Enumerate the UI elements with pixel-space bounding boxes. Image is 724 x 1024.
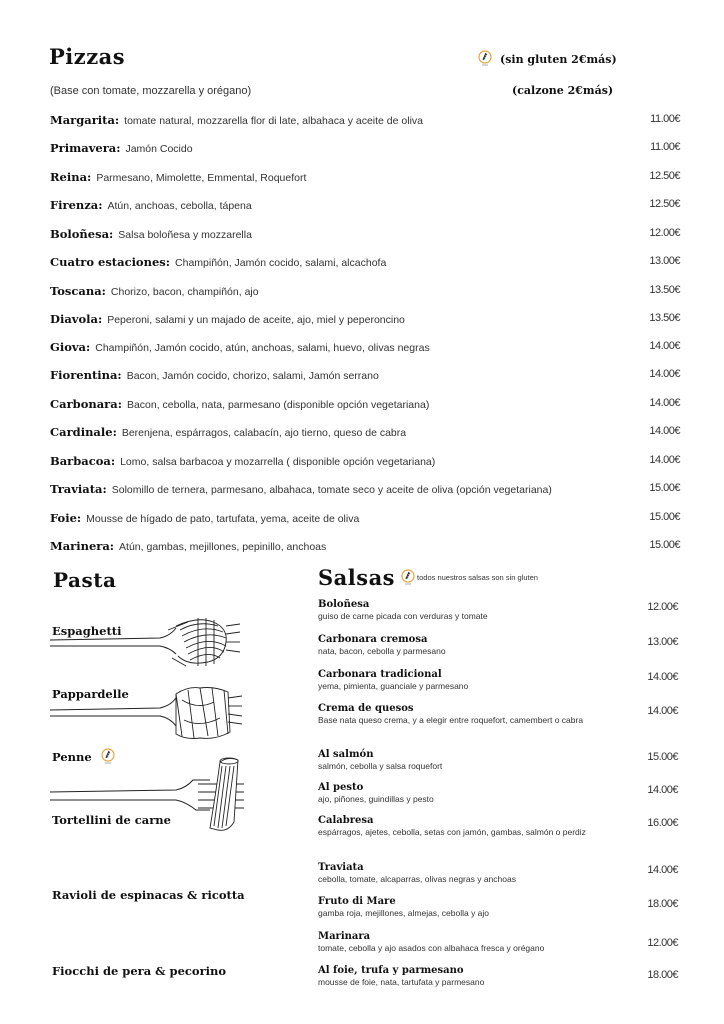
salsa-item — [318, 931, 678, 954]
pizza-name: Margarita: — [50, 113, 120, 127]
salsa-item — [318, 703, 678, 726]
pizza-desc: Solomillo de ternera, parmesano, albahaca, tomate seco y aceite de oliva (opción vegetariana) — [111, 484, 552, 496]
salsa-desc: guiso de carne picada con verduras y tomate — [318, 611, 488, 621]
salsa-desc: salmón, cebolla y salsa roquefort — [318, 761, 443, 771]
pizza-name: Carbonara: — [50, 397, 122, 411]
pizza-price: 15.00€ — [649, 511, 680, 523]
salsa-price: 13.00€ — [647, 636, 678, 648]
salsa-name: Boloñesa — [318, 599, 370, 610]
pizza-desc: Mousse de hígado de pato, tartufata, yema, aceite de oliva — [86, 513, 360, 525]
salsa-desc: tomate, cebolla y ajo asados con albahaca fresca y orégano — [318, 943, 545, 953]
salsa-desc: gamba roja, mejillones, almejas, cebolla y ajo — [318, 908, 490, 918]
salsa-price: 15.00€ — [647, 751, 678, 763]
pizza-item — [50, 397, 680, 417]
calzone-note: (calzone 2€más) — [512, 84, 614, 97]
pizza-price: 13.00€ — [649, 255, 680, 267]
pizza-name: Barbacoa: — [50, 454, 116, 468]
pasta-item-espaghetti: Espaghetti — [52, 624, 122, 638]
pizza-price: 14.00€ — [649, 340, 680, 352]
pizza-name: Fiorentina: — [50, 368, 122, 382]
pasta-item-ravioli: Ravioli de espinacas & ricotta — [52, 888, 245, 902]
pizza-desc: Lomo, salsa barbacoa y mozarrella ( disponible opción vegetariana) — [120, 456, 436, 468]
spaghetti-fork-illustration — [48, 612, 248, 670]
salsa-name: Al salmón — [318, 749, 374, 760]
salsas-header — [318, 565, 538, 590]
pizza-name: Boloñesa: — [50, 227, 114, 241]
salsa-item — [318, 634, 678, 657]
pasta-item-fiocchi: Fiocchi de pera & pecorino — [52, 964, 227, 978]
salsa-item — [318, 862, 678, 885]
salsa-price: 12.00€ — [647, 601, 678, 613]
salsa-item — [318, 815, 678, 838]
salsa-name: Marinara — [318, 931, 371, 942]
pizza-name: Reina: — [50, 170, 92, 184]
pizza-item — [50, 312, 680, 332]
salsa-item — [318, 599, 678, 622]
pizza-price: 15.00€ — [649, 539, 680, 551]
pizza-item — [50, 113, 680, 133]
salsa-item — [318, 749, 678, 772]
pizza-desc: Champiñón, Jamón cocido, atún, anchoas, salami, huevo, olivas negras — [95, 342, 430, 354]
pizza-desc: Bacon, cebolla, nata, parmesano (disponible opción vegetariana) — [126, 399, 430, 411]
pizza-desc: Champiñón, Jamón cocido, salami, alcachofa — [175, 257, 387, 269]
pizza-item — [50, 425, 680, 445]
pasta-title: Pasta — [53, 568, 117, 592]
salsa-name: Carbonara cremosa — [318, 634, 428, 645]
salsa-desc: cebolla, tomate, alcaparras, olivas negras y anchoas — [318, 874, 516, 884]
salsa-item — [318, 782, 678, 805]
salsa-price: 14.00€ — [647, 864, 678, 876]
salsa-item — [318, 896, 678, 919]
gluten-free-note — [478, 50, 617, 68]
pizza-price: 14.00€ — [649, 368, 680, 380]
salsa-item — [318, 965, 678, 988]
gluten-free-label: (sin gluten 2€más) — [500, 52, 617, 66]
pizza-item — [50, 454, 680, 474]
pizza-price: 13.50€ — [649, 284, 680, 296]
pizza-price: 15.00€ — [649, 482, 680, 494]
salsa-desc: Base nata queso crema, y a elegir entre roquefort, camembert o cabra — [318, 715, 584, 725]
base-note: (Base con tomate, mozzarella y orégano) — [50, 85, 252, 97]
pizza-desc: Peperoni, salami y un majado de aceite, ajo, miel y peperoncino — [107, 314, 405, 326]
salsa-name: Crema de quesos — [318, 703, 414, 714]
salsa-desc: mousse de foie, nata, tartufata y parmesano — [318, 977, 485, 987]
gluten-free-icon — [401, 569, 415, 587]
salsa-desc: espárragos, ajetes, cebolla, setas con jamón, gambas, salmón o perdiz — [318, 827, 586, 837]
pizza-name: Foie: — [50, 511, 82, 525]
pizza-desc: Salsa boloñesa y mozzarella — [118, 229, 252, 241]
pizza-name: Traviata: — [50, 482, 107, 496]
pizza-price: 11.00€ — [650, 113, 680, 125]
pizza-item — [50, 198, 680, 218]
pizza-item — [50, 284, 680, 304]
salsa-price: 18.00€ — [647, 898, 678, 910]
pizza-item — [50, 482, 680, 502]
salsa-desc: ajo, piñones, guindillas y pesto — [318, 794, 434, 804]
pizza-name: Cuatro estaciones: — [50, 255, 171, 269]
pasta-item-penne-row — [52, 748, 115, 766]
pizza-item — [50, 141, 680, 161]
salsa-name: Al foie, trufa y parmesano — [318, 965, 464, 976]
salsa-desc: yema, pimienta, guanciale y parmesano — [318, 681, 469, 691]
pasta-item-penne: Penne — [52, 750, 92, 764]
pizza-desc: Jamón Cocido — [125, 143, 193, 155]
salsa-price: 14.00€ — [647, 671, 678, 683]
pizza-name: Diavola: — [50, 312, 103, 326]
pizza-price: 13.50€ — [649, 312, 680, 324]
pizza-name: Firenza: — [50, 198, 103, 212]
salsa-price: 14.00€ — [647, 705, 678, 717]
pizza-item — [50, 227, 680, 247]
pizza-item — [50, 340, 680, 360]
pizza-desc: Atún, gambas, mejillones, pepinillo, anchoas — [119, 541, 327, 553]
pizza-price: 12.50€ — [649, 170, 680, 182]
pizza-price: 11.00€ — [650, 141, 680, 153]
pizza-desc: Parmesano, Mimolette, Emmental, Roquefort — [96, 172, 307, 184]
pizza-name: Marinera: — [50, 539, 115, 553]
pizza-desc: Atún, anchoas, cebolla, tápena — [107, 200, 252, 212]
gluten-free-icon — [478, 50, 492, 68]
salsa-name: Calabresa — [318, 815, 374, 826]
pizza-price: 14.00€ — [649, 425, 680, 437]
salsa-name: Al pesto — [318, 782, 364, 793]
pizza-name: Giova: — [50, 340, 91, 354]
pizzas-title: Pizzas — [49, 44, 126, 69]
pizza-desc: Bacon, Jamón cocido, chorizo, salami, Jamón serrano — [126, 370, 379, 382]
pasta-item-tortellini: Tortellini de carne — [52, 813, 171, 827]
salsa-price: 16.00€ — [647, 817, 678, 829]
salsas-gluten-note: todos nuestros salsas son sin gluten — [417, 573, 538, 582]
pizza-price: 14.00€ — [649, 454, 680, 466]
pizza-name: Toscana: — [50, 284, 106, 298]
salsa-name: Fruto di Mare — [318, 896, 396, 907]
pizza-item — [50, 511, 680, 531]
pizza-name: Primavera: — [50, 141, 121, 155]
pizza-item — [50, 368, 680, 388]
pizza-desc: tomate natural, mozzarella flor di late, albahaca y aceite de oliva — [124, 115, 424, 127]
salsa-desc: nata, bacon, cebolla y parmesano — [318, 646, 446, 656]
salsa-name: Traviata — [318, 862, 364, 873]
salsa-price: 14.00€ — [647, 784, 678, 796]
salsas-title: Salsas — [318, 565, 396, 590]
pizza-name: Cardinale: — [50, 425, 117, 439]
gluten-free-icon — [101, 748, 115, 766]
salsa-price: 18.00€ — [647, 969, 678, 981]
pizza-item — [50, 255, 680, 275]
pasta-item-pappardelle: Pappardelle — [52, 687, 129, 701]
pizza-price: 12.50€ — [649, 198, 680, 210]
pizza-price: 12.00€ — [649, 227, 680, 239]
salsa-name: Carbonara tradicional — [318, 669, 442, 680]
pizza-desc: Berenjena, espárragos, calabacín, ajo tierno, queso de cabra — [121, 427, 407, 439]
pizza-item — [50, 170, 680, 190]
salsa-item — [318, 669, 678, 692]
pizza-price: 14.00€ — [649, 397, 680, 409]
pizza-item — [50, 539, 680, 559]
pizza-desc: Chorizo, bacon, champiñón, ajo — [110, 286, 259, 298]
salsa-price: 12.00€ — [647, 937, 678, 949]
